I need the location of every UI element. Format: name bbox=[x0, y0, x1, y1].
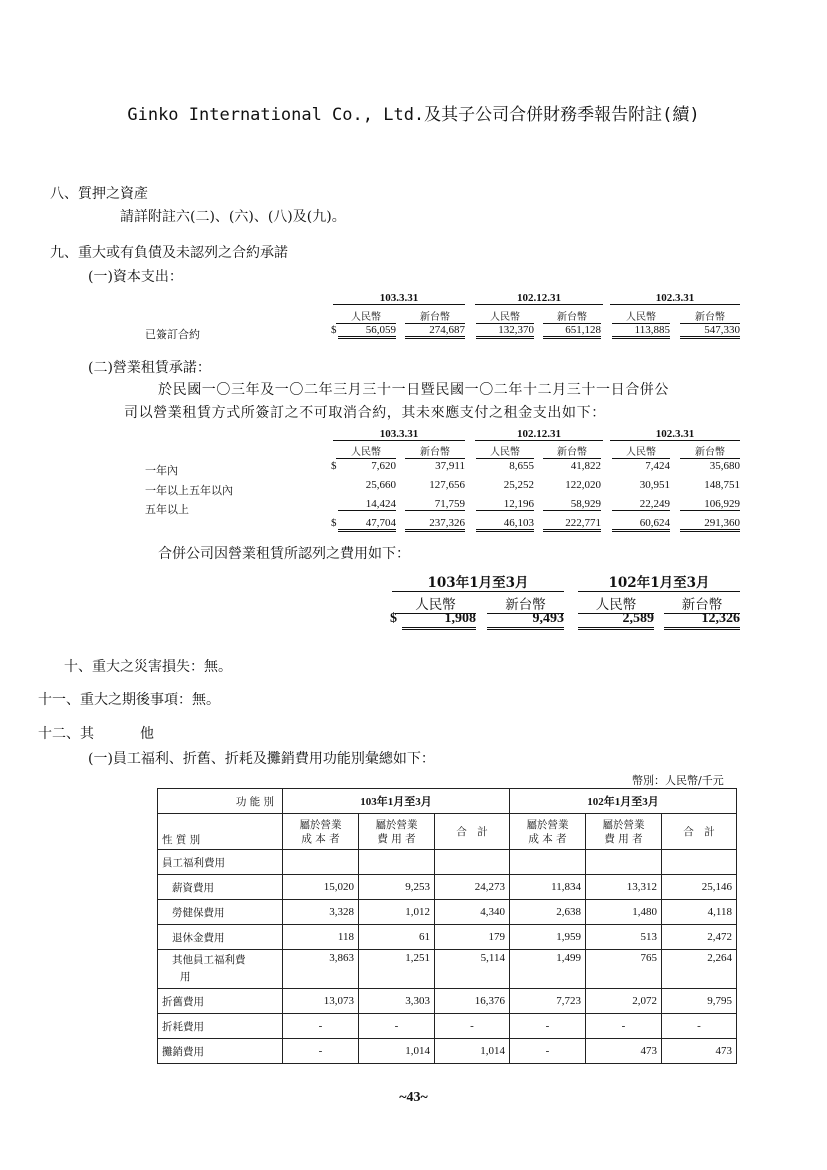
total-cell: 46,103 bbox=[476, 517, 534, 532]
value-cell: 113,885 bbox=[612, 324, 670, 339]
value-cell: 2,072 bbox=[586, 989, 662, 1014]
col-cost-header: 屬於營業 成 本 者 bbox=[283, 814, 359, 850]
value-cell: 473 bbox=[662, 1039, 737, 1064]
col-total-header: 合 計 bbox=[662, 814, 737, 850]
period-header: 103年1月至3月 bbox=[283, 789, 510, 814]
value-cell: - bbox=[359, 1014, 435, 1039]
value-cell: 7,723 bbox=[510, 989, 586, 1014]
expense-value: 12,326 bbox=[664, 611, 740, 630]
value-cell: 5,114 bbox=[435, 950, 510, 989]
value-cell: 7,424 bbox=[645, 460, 670, 472]
currency-label: 新台幣 bbox=[543, 443, 601, 459]
section-8-text: 請詳附註六(二)、(六)、(八)及(九)。 bbox=[120, 209, 346, 225]
value-cell: 9,795 bbox=[662, 989, 737, 1014]
lease-paragraph-1: 於民國一〇三年及一〇二年三月三十一日暨民國一〇二年十二月三十一日合併公 bbox=[158, 382, 669, 398]
value-cell: 35,680 bbox=[709, 460, 740, 472]
value-cell: 13,312 bbox=[586, 875, 662, 900]
row-label: 折耗費用 bbox=[158, 1014, 283, 1039]
row-label: 攤銷費用 bbox=[158, 1039, 283, 1064]
page-title: Ginko International Co., Ltd.及其子公司合併財務季報告附註(續) bbox=[127, 105, 700, 125]
value-cell: 1,251 bbox=[359, 950, 435, 989]
col-cost-header: 屬於營業 成 本 者 bbox=[510, 814, 586, 850]
value-cell: 25,252 bbox=[503, 479, 534, 491]
total-cell: 291,360 bbox=[680, 517, 740, 532]
currency-label: 人民幣 bbox=[336, 308, 396, 324]
value-cell: 14,424 bbox=[338, 498, 396, 511]
value-cell: 25,146 bbox=[662, 875, 737, 900]
currency-label: 新台幣 bbox=[543, 308, 601, 324]
row-label: 一年內 bbox=[145, 464, 178, 477]
value-cell: 3,303 bbox=[359, 989, 435, 1014]
currency-label: 新台幣 bbox=[680, 443, 740, 459]
currency-label: 人民幣 bbox=[578, 593, 654, 614]
capex-period: 102.12.31 bbox=[475, 292, 603, 305]
value-cell: 473 bbox=[586, 1039, 662, 1064]
value-cell: 37,911 bbox=[435, 460, 465, 472]
value-cell: - bbox=[510, 1014, 586, 1039]
section-12-sub: (一)員工福利、折舊、折耗及攤銷費用功能別彙總如下： bbox=[88, 751, 435, 767]
currency-label: 新台幣 bbox=[664, 593, 740, 614]
value-cell: 16,376 bbox=[435, 989, 510, 1014]
dollar-sign: $ bbox=[331, 460, 337, 472]
value-cell: 132,370 bbox=[476, 324, 534, 339]
value-cell: 58,929 bbox=[543, 498, 601, 511]
value-cell: - bbox=[283, 1039, 359, 1064]
row-label: 其他員工福利費 用 bbox=[158, 950, 283, 989]
lease-period: 102.3.31 bbox=[610, 428, 740, 441]
row-label: 五年以上 bbox=[145, 503, 189, 516]
currency-label: 新台幣 bbox=[680, 308, 740, 324]
value-cell: 24,273 bbox=[435, 875, 510, 900]
value-cell: 179 bbox=[435, 925, 510, 950]
value-cell: 25,660 bbox=[365, 479, 396, 491]
section-9-heading: 九、重大或有負債及未認列之合約承諾 bbox=[50, 245, 288, 261]
expense-value: 1,908 bbox=[402, 611, 476, 630]
section-8-heading: 八、質押之資產 bbox=[50, 186, 148, 202]
value-cell: 11,834 bbox=[510, 875, 586, 900]
value-cell: 12,196 bbox=[476, 498, 534, 511]
value-cell: 13,073 bbox=[283, 989, 359, 1014]
value-cell: 4,118 bbox=[662, 900, 737, 925]
lease-period: 103.3.31 bbox=[333, 428, 465, 441]
value-cell: 3,328 bbox=[283, 900, 359, 925]
currency-label: 人民幣 bbox=[336, 443, 396, 459]
expense-value: 9,493 bbox=[487, 611, 564, 630]
value-cell: - bbox=[586, 1014, 662, 1039]
value-cell: 2,264 bbox=[662, 950, 737, 989]
value-cell: - bbox=[283, 1014, 359, 1039]
lease-heading: (二)營業租賃承諾： bbox=[88, 360, 211, 376]
value-cell: 1,012 bbox=[359, 900, 435, 925]
value-cell: 7,620 bbox=[371, 460, 396, 472]
dollar-sign: $ bbox=[390, 611, 397, 626]
value-cell: 106,929 bbox=[680, 498, 740, 511]
value-cell: 1,014 bbox=[359, 1039, 435, 1064]
currency-label: 新台幣 bbox=[405, 308, 465, 324]
row-label: 已簽訂合約 bbox=[145, 328, 200, 341]
value-cell: 651,128 bbox=[543, 324, 601, 339]
capex-period: 102.3.31 bbox=[610, 292, 740, 305]
value-cell: 118 bbox=[283, 925, 359, 950]
row-label: 勞健保費用 bbox=[158, 900, 283, 925]
currency-label: 新台幣 bbox=[405, 443, 465, 459]
value-cell: 71,759 bbox=[405, 498, 465, 511]
period-header: 102年1月至3月 bbox=[510, 789, 737, 814]
expense-period: 102年1月至3月 bbox=[578, 571, 740, 592]
currency-label: 人民幣 bbox=[612, 443, 670, 459]
func-label: 功 能 別 bbox=[158, 789, 283, 814]
value-cell: 30,951 bbox=[639, 479, 670, 491]
total-cell: 47,704 bbox=[338, 517, 396, 532]
currency-label: 人民幣 bbox=[612, 308, 670, 324]
value-cell: 513 bbox=[586, 925, 662, 950]
value-cell: 122,020 bbox=[565, 479, 601, 491]
value-cell: 3,863 bbox=[283, 950, 359, 989]
nature-label: 性 質 別 bbox=[158, 814, 283, 850]
value-cell: 15,020 bbox=[283, 875, 359, 900]
dollar-sign: $ bbox=[331, 517, 337, 529]
expense-intro: 合併公司因營業租賃所認列之費用如下： bbox=[158, 546, 410, 562]
currency-label: 人民幣 bbox=[476, 443, 534, 459]
value-cell: 274,687 bbox=[405, 324, 465, 339]
value-cell: - bbox=[510, 1039, 586, 1064]
total-cell: 237,326 bbox=[405, 517, 465, 532]
capex-heading: (一)資本支出： bbox=[88, 269, 183, 285]
value-cell: 2,472 bbox=[662, 925, 737, 950]
value-cell: 4,340 bbox=[435, 900, 510, 925]
total-cell: 60,624 bbox=[612, 517, 670, 532]
value-cell: 1,499 bbox=[510, 950, 586, 989]
total-cell: 222,771 bbox=[543, 517, 601, 532]
value-cell: 127,656 bbox=[429, 479, 465, 491]
section-12-heading: 十二、其 bbox=[38, 726, 94, 742]
row-label: 一年以上五年以內 bbox=[145, 484, 233, 497]
value-cell: 765 bbox=[586, 950, 662, 989]
lease-paragraph-2: 司以營業租賃方式所簽訂之不可取消合約，其未來應支付之租金支出如下： bbox=[124, 405, 606, 421]
value-cell: 148,751 bbox=[704, 479, 740, 491]
value-cell: 41,822 bbox=[570, 460, 601, 472]
currency-label: 人民幣 bbox=[476, 308, 534, 324]
col-exp-header: 屬於營業 費 用 者 bbox=[586, 814, 662, 850]
group-label: 員工福利費用 bbox=[158, 850, 283, 875]
value-cell: 8,655 bbox=[509, 460, 534, 472]
expense-period: 103年1月至3月 bbox=[392, 571, 564, 592]
col-exp-header: 屬於營業 費 用 者 bbox=[359, 814, 435, 850]
value-cell: 547,330 bbox=[680, 324, 740, 339]
expense-value: 2,589 bbox=[578, 611, 654, 630]
row-label: 薪資費用 bbox=[158, 875, 283, 900]
value-cell: 1,480 bbox=[586, 900, 662, 925]
lease-period: 102.12.31 bbox=[475, 428, 603, 441]
value-cell: 61 bbox=[359, 925, 435, 950]
value-cell: 9,253 bbox=[359, 875, 435, 900]
value-cell: - bbox=[435, 1014, 510, 1039]
currency-label: 人民幣 bbox=[395, 593, 476, 614]
col-total-header: 合 計 bbox=[435, 814, 510, 850]
value-cell: - bbox=[662, 1014, 737, 1039]
value-cell: 1,959 bbox=[510, 925, 586, 950]
value-cell: 56,059 bbox=[338, 324, 396, 339]
currency-label: 新台幣 bbox=[487, 593, 564, 614]
value-cell: 2,638 bbox=[510, 900, 586, 925]
value-cell: 22,249 bbox=[612, 498, 670, 511]
expense-function-table bbox=[157, 788, 737, 1064]
page-number: ~43~ bbox=[399, 1090, 428, 1105]
capex-period: 103.3.31 bbox=[333, 292, 465, 305]
unit-label: 幣別：人民幣/千元 bbox=[632, 774, 724, 787]
row-label: 退休金費用 bbox=[158, 925, 283, 950]
row-label: 折舊費用 bbox=[158, 989, 283, 1014]
dollar-sign: $ bbox=[331, 324, 337, 336]
section-12-heading-tail: 他 bbox=[140, 726, 154, 742]
section-11: 十一、重大之期後事項：無。 bbox=[38, 692, 220, 708]
value-cell: 1,014 bbox=[435, 1039, 510, 1064]
section-10: 十、重大之災害損失：無。 bbox=[64, 659, 232, 675]
